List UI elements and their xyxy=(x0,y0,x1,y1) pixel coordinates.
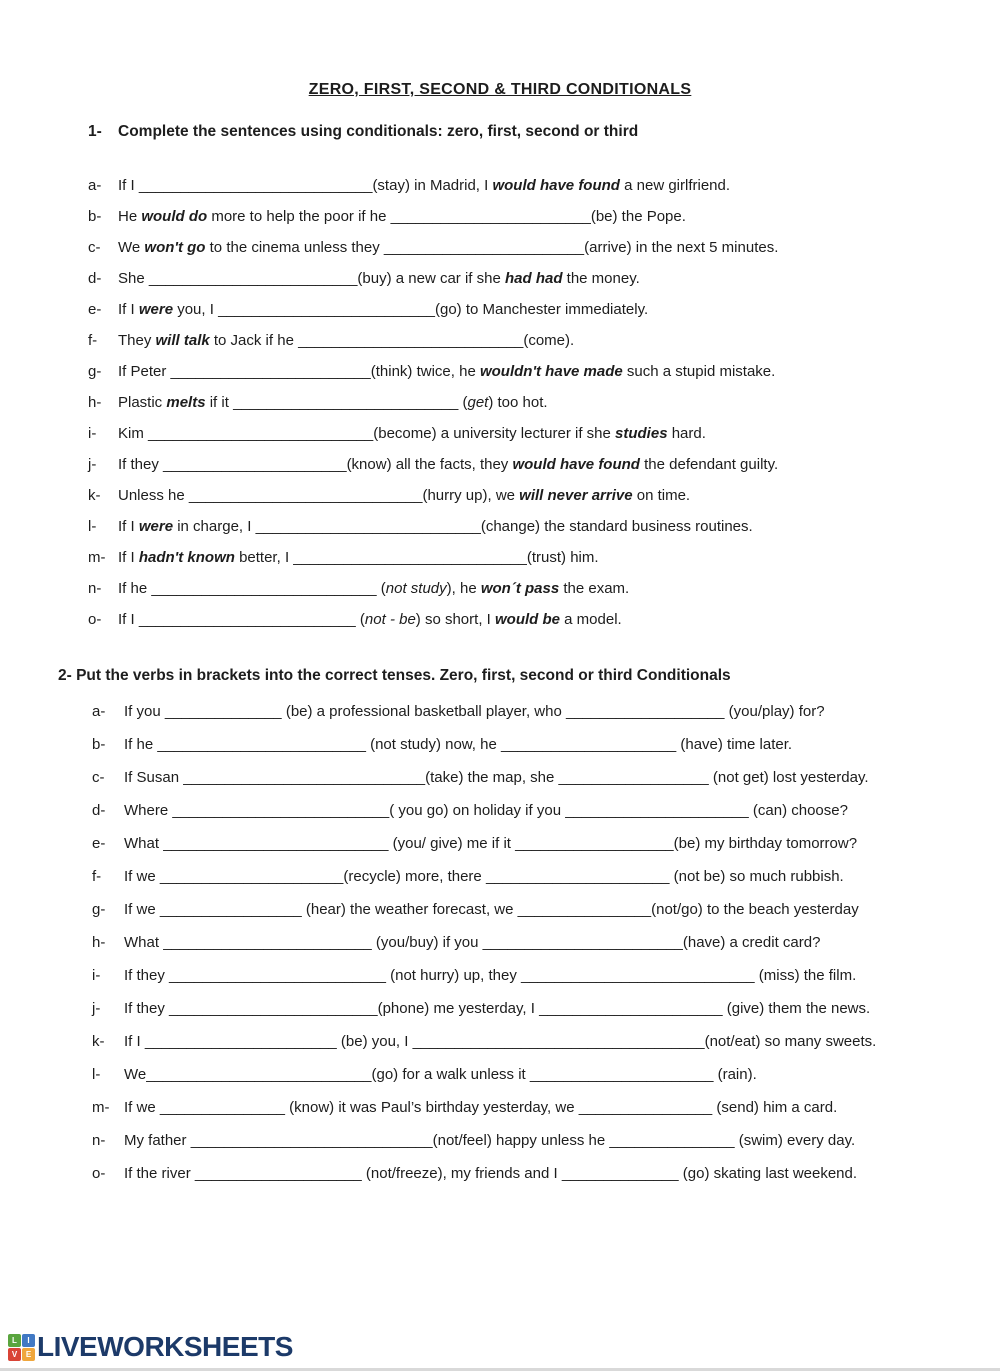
text-segment: (go) for a walk unless it xyxy=(371,1066,530,1083)
text-segment: (swim) every day. xyxy=(734,1132,856,1149)
text-segment: (go) skating last weekend. xyxy=(678,1165,858,1182)
answer-blank[interactable]: __________________ xyxy=(558,769,709,786)
exercise-item-i xyxy=(88,424,1000,443)
item-sentence xyxy=(118,269,640,288)
answer-blank[interactable]: __________________________ xyxy=(172,802,390,819)
text-segment: (have) a credit card? xyxy=(682,934,821,951)
item-letter: l- xyxy=(88,518,97,535)
exercise-item-k xyxy=(88,486,1000,505)
answer-blank[interactable]: ___________________________ xyxy=(233,394,459,411)
text-segment: What xyxy=(124,934,164,951)
text-segment: (arrive) in the next 5 minutes. xyxy=(584,239,779,256)
text-segment: If I xyxy=(118,549,139,566)
text-segment: (go) to Manchester immediately. xyxy=(434,301,649,318)
text-segment: were xyxy=(138,301,174,318)
text-segment: (hurry up), we xyxy=(422,487,520,504)
item-sentence xyxy=(118,362,775,381)
item-sentence xyxy=(118,300,648,319)
answer-blank[interactable]: __________________________ xyxy=(218,301,435,318)
text-segment: (be) a professional basketball player, who xyxy=(281,703,566,720)
text-segment: (recycle) more, there xyxy=(343,868,486,885)
text-segment: would be xyxy=(495,611,560,628)
text-segment: If we xyxy=(124,1099,160,1116)
item-sentence xyxy=(124,768,869,787)
text-segment: not - be xyxy=(364,611,416,628)
text-segment: (not/freeze), my friends and I xyxy=(361,1165,562,1182)
answer-blank[interactable]: ______________________ xyxy=(159,868,344,885)
answer-blank[interactable]: ______________ xyxy=(561,1165,679,1182)
section2-heading: 2- Put the verbs in brackets into the correct tenses. Zero, first, second or third Conditionals xyxy=(58,667,731,684)
text-segment: ), he xyxy=(446,580,481,597)
text-segment: wouldn't have made xyxy=(479,363,623,380)
item-sentence xyxy=(124,867,844,886)
exercise-item-a xyxy=(88,176,1000,195)
exercise-item-i xyxy=(92,966,1000,985)
item-sentence xyxy=(124,966,856,985)
text-segment: won't go xyxy=(144,239,206,256)
item-letter: m- xyxy=(88,549,106,566)
answer-blank[interactable]: _________________ xyxy=(159,901,302,918)
answer-blank[interactable]: ___________________________ xyxy=(255,518,481,535)
item-letter: m- xyxy=(92,1099,110,1116)
item-letter: c- xyxy=(92,769,105,786)
item-letter: o- xyxy=(88,611,102,628)
item-sentence xyxy=(118,610,622,629)
item-sentence xyxy=(124,999,870,1018)
item-letter: c- xyxy=(88,239,101,256)
item-letter: k- xyxy=(88,487,101,504)
worksheet-page xyxy=(0,80,1000,1371)
exercise-item-h xyxy=(88,393,1000,412)
item-sentence xyxy=(118,424,706,443)
exercise-item-m xyxy=(88,548,1000,567)
exercise-item-n xyxy=(88,579,1000,598)
text-segment: you, I xyxy=(173,301,219,318)
item-letter: i- xyxy=(92,967,101,984)
exercise-item-e xyxy=(92,834,1000,853)
text-segment: (not hurry) up, they xyxy=(385,967,521,984)
item-letter: j- xyxy=(92,1000,101,1017)
answer-blank[interactable]: ___________________________ xyxy=(151,580,377,597)
text-segment: ) too hot. xyxy=(488,394,548,411)
text-segment: such a stupid mistake. xyxy=(622,363,776,380)
exercise-item-c xyxy=(88,238,1000,257)
answer-blank[interactable]: ______________________ xyxy=(529,1066,714,1083)
text-segment: ( xyxy=(376,580,386,597)
logo-square-l: L xyxy=(8,1334,21,1347)
item-letter: b- xyxy=(88,208,102,225)
exercise-item-l xyxy=(92,1065,1000,1084)
exercise-item-f xyxy=(88,331,1000,350)
item-letter: n- xyxy=(88,580,102,597)
text-segment: will talk xyxy=(155,332,210,349)
text-segment: not study xyxy=(385,580,447,597)
answer-blank[interactable]: ___________________ xyxy=(515,835,674,852)
text-segment: (you/ give) me if it xyxy=(388,835,516,852)
answer-blank[interactable]: ____________________________ xyxy=(188,487,423,504)
text-segment: Plastic xyxy=(118,394,167,411)
text-segment: If I xyxy=(124,1033,145,1050)
text-segment: will never arrive xyxy=(519,487,633,504)
text-segment: My father xyxy=(124,1132,191,1149)
text-segment: studies xyxy=(615,425,668,442)
answer-blank[interactable]: ___________________________ xyxy=(298,332,524,349)
text-segment: If I xyxy=(118,611,139,628)
item-sentence xyxy=(124,702,825,721)
item-letter: f- xyxy=(88,332,98,349)
answer-blank[interactable]: _____________________________ xyxy=(183,769,426,786)
item-letter: h- xyxy=(92,934,106,951)
text-segment: If you xyxy=(124,703,165,720)
item-sentence xyxy=(124,1131,855,1150)
logo-square-v: V xyxy=(8,1348,21,1361)
text-segment: (send) him a card. xyxy=(712,1099,838,1116)
answer-blank[interactable]: ______________________ xyxy=(485,868,670,885)
text-segment: had had xyxy=(504,270,563,287)
answer-blank[interactable]: ___________________________________ xyxy=(412,1033,705,1050)
item-letter: k- xyxy=(92,1033,105,1050)
item-sentence xyxy=(118,393,548,412)
answer-blank[interactable]: ___________________________ xyxy=(148,425,374,442)
answer-blank[interactable]: ___________________________ xyxy=(146,1066,372,1083)
exercise-item-b xyxy=(88,207,1000,226)
text-segment: (rain). xyxy=(713,1066,757,1083)
text-segment: a model. xyxy=(560,611,622,628)
text-segment: were xyxy=(138,518,174,535)
item-letter: g- xyxy=(92,901,106,918)
text-segment: to the cinema unless they xyxy=(205,239,384,256)
text-segment: (have) time later. xyxy=(676,736,793,753)
exercise-item-m xyxy=(92,1098,1000,1117)
text-segment: What xyxy=(124,835,164,852)
text-segment: (miss) the film. xyxy=(754,967,857,984)
text-segment: (know) it was Paul’s birthday yesterday, we xyxy=(285,1099,579,1116)
answer-blank[interactable]: ______________ xyxy=(164,703,282,720)
answer-blank[interactable]: _______________________ xyxy=(144,1033,337,1050)
text-segment: (know) all the facts, they xyxy=(346,456,513,473)
text-segment: (phone) me yesterday, I xyxy=(377,1000,540,1017)
text-segment: Unless he xyxy=(118,487,189,504)
answer-blank[interactable]: ___________________________ xyxy=(163,835,389,852)
item-sentence xyxy=(124,1032,876,1051)
item-letter: j- xyxy=(88,456,97,473)
item-sentence xyxy=(124,1065,757,1084)
answer-blank[interactable]: ________________________ xyxy=(482,934,683,951)
item-letter: f- xyxy=(92,868,102,885)
answer-blank[interactable]: ________________________ xyxy=(170,363,371,380)
item-letter: b- xyxy=(92,736,106,753)
answer-blank[interactable]: _______________ xyxy=(609,1132,735,1149)
item-sentence xyxy=(118,238,778,257)
text-segment: If they xyxy=(124,967,170,984)
text-segment: the money. xyxy=(562,270,640,287)
exercise-item-j xyxy=(88,455,1000,474)
answer-blank[interactable]: _____________________________ xyxy=(190,1132,433,1149)
item-letter: e- xyxy=(88,301,102,318)
answer-blank[interactable]: ______________________ xyxy=(565,802,749,819)
text-segment: (be) the Pope. xyxy=(590,208,686,225)
text-segment: If Peter xyxy=(118,363,171,380)
item-sentence xyxy=(118,331,574,350)
text-segment: They xyxy=(118,332,156,349)
text-segment: more to help the poor if he xyxy=(207,208,391,225)
text-segment: (take) the map, she xyxy=(425,769,559,786)
text-segment: hard. xyxy=(667,425,706,442)
text-segment: (hear) the weather forecast, we xyxy=(301,901,518,918)
text-segment: in charge, I xyxy=(173,518,256,535)
answer-blank[interactable]: ____________________ xyxy=(194,1165,362,1182)
answer-blank[interactable]: __________________________ xyxy=(169,967,386,984)
text-segment: If I xyxy=(118,177,139,194)
exercise-item-f xyxy=(92,867,1000,886)
item-sentence xyxy=(118,579,629,598)
answer-blank[interactable]: ________________________ xyxy=(390,208,591,225)
text-segment: If I xyxy=(118,301,139,318)
text-segment: ( xyxy=(458,394,468,411)
text-segment: (not study) now, he xyxy=(365,736,501,753)
answer-blank[interactable]: ________________ xyxy=(578,1099,713,1116)
text-segment: (be) you, I xyxy=(336,1033,413,1050)
text-segment: hadn't known xyxy=(138,549,235,566)
text-segment: Kim xyxy=(118,425,148,442)
text-segment: (not/go) to the beach yesterday xyxy=(651,901,859,918)
exercise-item-o xyxy=(92,1164,1000,1183)
section1-heading-text: Complete the sentences using conditionals: zero, first, second or third xyxy=(118,123,639,140)
item-sentence xyxy=(118,517,753,536)
text-segment: ( you go) on holiday if you xyxy=(389,802,566,819)
answer-blank[interactable]: __________________________ xyxy=(138,611,356,628)
text-segment: If he xyxy=(118,580,152,597)
text-segment: If Susan xyxy=(124,769,184,786)
text-segment: If we xyxy=(124,901,160,918)
text-segment: (not/eat) so many sweets. xyxy=(704,1033,877,1050)
item-sentence xyxy=(118,548,599,567)
item-letter: g- xyxy=(88,363,102,380)
item-letter: d- xyxy=(92,802,106,819)
item-letter: i- xyxy=(88,425,97,442)
exercise-item-g xyxy=(92,900,1000,919)
item-sentence xyxy=(124,933,820,952)
exercise-item-a xyxy=(92,702,1000,721)
text-segment: If he xyxy=(124,736,158,753)
text-segment: ( xyxy=(355,611,365,628)
exercise-item-l xyxy=(88,517,1000,536)
text-segment: a new girlfriend. xyxy=(619,177,731,194)
text-segment: better, I xyxy=(234,549,294,566)
item-letter: l- xyxy=(92,1066,101,1083)
text-segment: If I xyxy=(118,518,139,535)
exercise-item-g xyxy=(88,362,1000,381)
exercise-item-d xyxy=(88,269,1000,288)
item-sentence xyxy=(124,900,859,919)
exercise-item-k xyxy=(92,1032,1000,1051)
text-segment: If they xyxy=(118,456,164,473)
text-segment: (not be) so much rubbish. xyxy=(669,868,844,885)
text-segment: If we xyxy=(124,868,160,885)
text-segment: get xyxy=(467,394,489,411)
text-segment: (be) my birthday tomorrow? xyxy=(673,835,858,852)
text-segment: Where xyxy=(124,802,173,819)
text-segment: We xyxy=(118,239,145,256)
text-segment: the defendant guilty. xyxy=(639,456,779,473)
text-segment: the exam. xyxy=(559,580,630,597)
text-segment: We xyxy=(124,1066,147,1083)
text-segment: (trust) him. xyxy=(526,549,599,566)
answer-blank[interactable]: ___________________ xyxy=(565,703,725,720)
item-sentence xyxy=(124,1098,837,1117)
text-segment: to Jack if he xyxy=(209,332,299,349)
exercise-item-h xyxy=(92,933,1000,952)
item-letter: d- xyxy=(88,270,102,287)
answer-blank[interactable]: ______________________ xyxy=(163,456,347,473)
exercise-item-o xyxy=(88,610,1000,629)
text-segment: If the river xyxy=(124,1165,195,1182)
answer-blank[interactable]: _____________________ xyxy=(501,736,677,753)
text-segment: on time. xyxy=(632,487,691,504)
text-segment: (become) a university lecturer if she xyxy=(373,425,616,442)
liveworksheets-logo xyxy=(8,1333,293,1361)
text-segment: (think) twice, he xyxy=(370,363,480,380)
item-sentence xyxy=(118,207,686,226)
answer-blank[interactable]: ________________ xyxy=(517,901,652,918)
text-segment: won´t pass xyxy=(480,580,560,597)
exercise-item-n xyxy=(92,1131,1000,1150)
text-segment: (stay) in Madrid, I xyxy=(372,177,493,194)
answer-blank[interactable]: _________________________ xyxy=(163,934,372,951)
answer-blank[interactable]: ____________________________ xyxy=(138,177,373,194)
text-segment: melts xyxy=(166,394,206,411)
exercise-item-b xyxy=(92,735,1000,754)
text-segment: (give) them the news. xyxy=(722,1000,871,1017)
section1-heading xyxy=(88,122,1000,142)
item-sentence xyxy=(124,834,857,853)
text-segment: would do xyxy=(141,208,208,225)
answer-blank[interactable]: ________________________ xyxy=(383,239,585,256)
item-letter: n- xyxy=(92,1132,106,1149)
text-segment: if it xyxy=(205,394,234,411)
item-sentence xyxy=(124,735,792,754)
exercise-item-c xyxy=(92,768,1000,787)
text-segment: If they xyxy=(124,1000,170,1017)
answer-blank[interactable]: _________________________ xyxy=(169,1000,378,1017)
exercise-item-j xyxy=(92,999,1000,1018)
answer-blank[interactable]: ____________________________ xyxy=(293,549,527,566)
text-segment: (you/buy) if you xyxy=(371,934,483,951)
section2-items xyxy=(92,702,1000,1183)
answer-blank[interactable]: ____________________________ xyxy=(521,967,755,984)
item-sentence xyxy=(118,455,778,474)
text-segment: (change) the standard business routines. xyxy=(480,518,753,535)
logo-square-e: E xyxy=(22,1348,35,1361)
item-letter: a- xyxy=(88,177,102,194)
text-segment: He xyxy=(118,208,142,225)
section1-items xyxy=(88,176,1000,629)
exercise-item-e xyxy=(88,300,1000,319)
section1-number: 1- xyxy=(88,123,102,140)
text-segment: would have found xyxy=(512,456,640,473)
worksheet-title: ZERO, FIRST, SECOND & THIRD CONDITIONALS xyxy=(308,81,692,98)
item-letter: e- xyxy=(92,835,106,852)
answer-blank[interactable]: _________________________ xyxy=(157,736,366,753)
text-segment: (not get) lost yesterday. xyxy=(708,769,869,786)
answer-blank[interactable]: _________________________ xyxy=(148,270,358,287)
text-segment: (buy) a new car if she xyxy=(357,270,505,287)
answer-blank[interactable]: ______________________ xyxy=(539,1000,723,1017)
item-letter: h- xyxy=(88,394,102,411)
answer-blank[interactable]: _______________ xyxy=(159,1099,285,1116)
text-segment: ) so short, I xyxy=(415,611,495,628)
item-sentence xyxy=(118,176,730,195)
item-letter: a- xyxy=(92,703,106,720)
text-segment: (can) choose? xyxy=(748,802,848,819)
text-segment: (come). xyxy=(523,332,575,349)
logo-square-i: I xyxy=(22,1334,35,1347)
exercise-item-d xyxy=(92,801,1000,820)
text-segment: (not/feel) happy unless he xyxy=(432,1132,610,1149)
item-sentence xyxy=(118,486,690,505)
item-sentence xyxy=(124,1164,857,1183)
text-segment: She xyxy=(118,270,149,287)
liveworksheets-logo-icon xyxy=(8,1334,35,1361)
text-segment: (you/play) for? xyxy=(724,703,825,720)
item-letter: o- xyxy=(92,1165,106,1182)
text-segment: would have found xyxy=(492,177,620,194)
liveworksheets-brand-text: LIVEWORKSHEETS xyxy=(37,1331,293,1362)
item-sentence xyxy=(124,801,848,820)
